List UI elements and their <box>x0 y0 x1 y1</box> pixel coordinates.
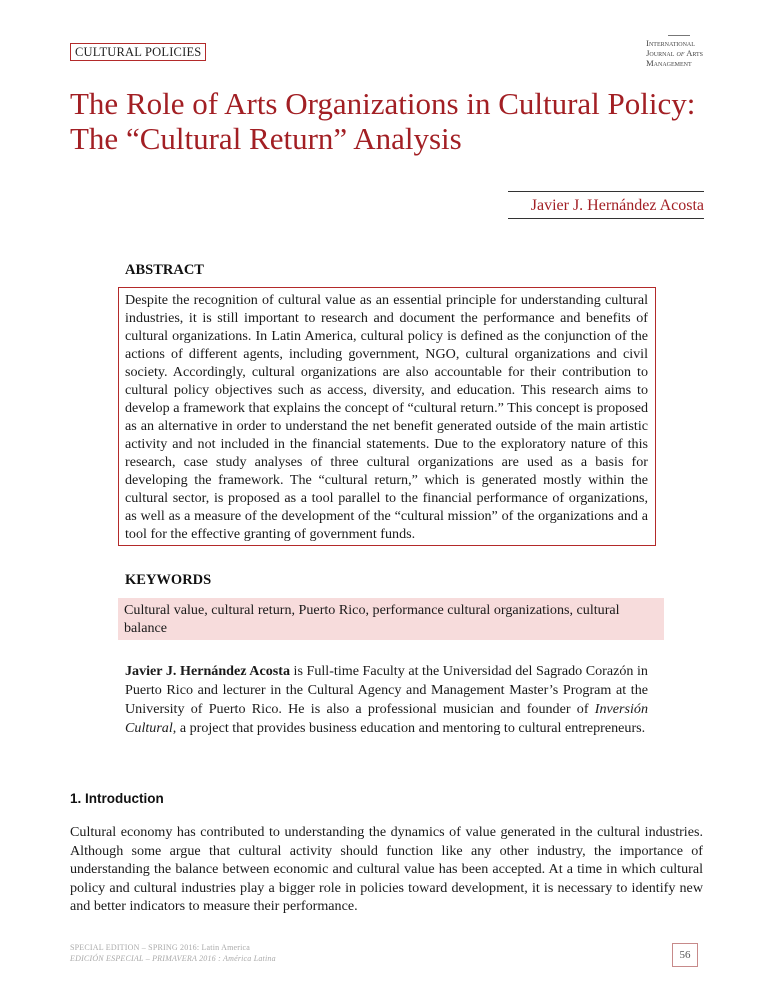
journal-line-2 <box>646 48 703 58</box>
title-line-2: The “Cultural Return” Analysis <box>70 121 462 156</box>
journal-line-3: Management <box>646 58 692 68</box>
abstract-label: ABSTRACT <box>125 262 204 278</box>
bio-author-name: Javier J. Hernández Acosta <box>125 663 290 679</box>
journal-word-journal: Journal <box>646 48 675 58</box>
bio-project-name: Inversión Cultural <box>125 701 648 736</box>
abstract-text: Despite the recognition of cultural value as an essential principle for understanding cultural industries, it is still important to research and document the performance and benefits of cultural organizations. In Latin America, cultural policy is defined as the conjunction of the actions of different agents, including government, NGO, cultural organizations and civil society. Accordingly, cultural organizations are also accountable for their contribution to cultural policy objectives such as access, diversity, and education. This research aims to develop a framework that explains the concept of “cultural return.” This concept is proposed as an alternative in order to understand the net benefit generated outside of the main artistic activity and not included in the financial statements. Due to the exploratory nature of this research, case study analyses of three cultural organizations are used as a basis for developing the framework. The “cultural return,” which is generated mostly within the cultural sector, is proposed as a tool parallel to the financial performance of organizations, as well as a measure of the development of the “cultural mission” of the organizations and a tool for the effective granting of government funds. <box>118 287 656 546</box>
section-tag: CULTURAL POLICIES <box>70 43 206 61</box>
author-bio <box>125 662 648 738</box>
keywords-label: KEYWORDS <box>125 572 212 588</box>
section-heading-introduction: 1. Introduction <box>70 791 164 806</box>
footer <box>70 942 276 964</box>
author-byline <box>508 191 704 219</box>
journal-line-1: International <box>646 38 695 48</box>
article-title <box>70 86 710 156</box>
footer-line-english: SPECIAL EDITION – SPRING 2016: Latin America <box>70 943 251 952</box>
introduction-paragraph: Cultural economy has contributed to understanding the dynamics of value generated in the cultural industries. Although some argue that cultural activity should function like any other industry, the importance of understanding the balance between economic and cultural value has been accepted. At a time in which cultural policy and cultural industries play a bigger role in policies toward development, it is necessary to identify new and better indicators to measure their performance. <box>70 824 703 914</box>
logo-rule <box>668 35 690 36</box>
title-line-1: The Role of Arts Organizations in Cultural Policy: <box>70 86 696 121</box>
journal-logo <box>646 35 703 68</box>
page-number: 56 <box>672 943 698 967</box>
journal-word-arts: Arts <box>686 48 703 58</box>
bio-text-2: , a project that provides business education and mentoring to cultural entrepreneurs. <box>172 720 646 736</box>
footer-line-spanish: EDICIÓN ESPECIAL – PRIMAVERA 2016 : América Latina <box>70 954 276 963</box>
journal-word-of: of <box>676 48 685 58</box>
keywords-text: Cultural value, cultural return, Puerto Rico, performance cultural organizations, cultural balance <box>118 598 664 640</box>
bio-text-1: is Full-time Faculty at the Universidad del Sagrado Corazón in Puerto Rico and lecturer in the Cultural Agency and Management Master’s Program at the University of Puerto Rico. He is also a professional musician and founder of <box>125 663 648 717</box>
author-name: Javier J. Hernández Acosta <box>530 197 704 214</box>
